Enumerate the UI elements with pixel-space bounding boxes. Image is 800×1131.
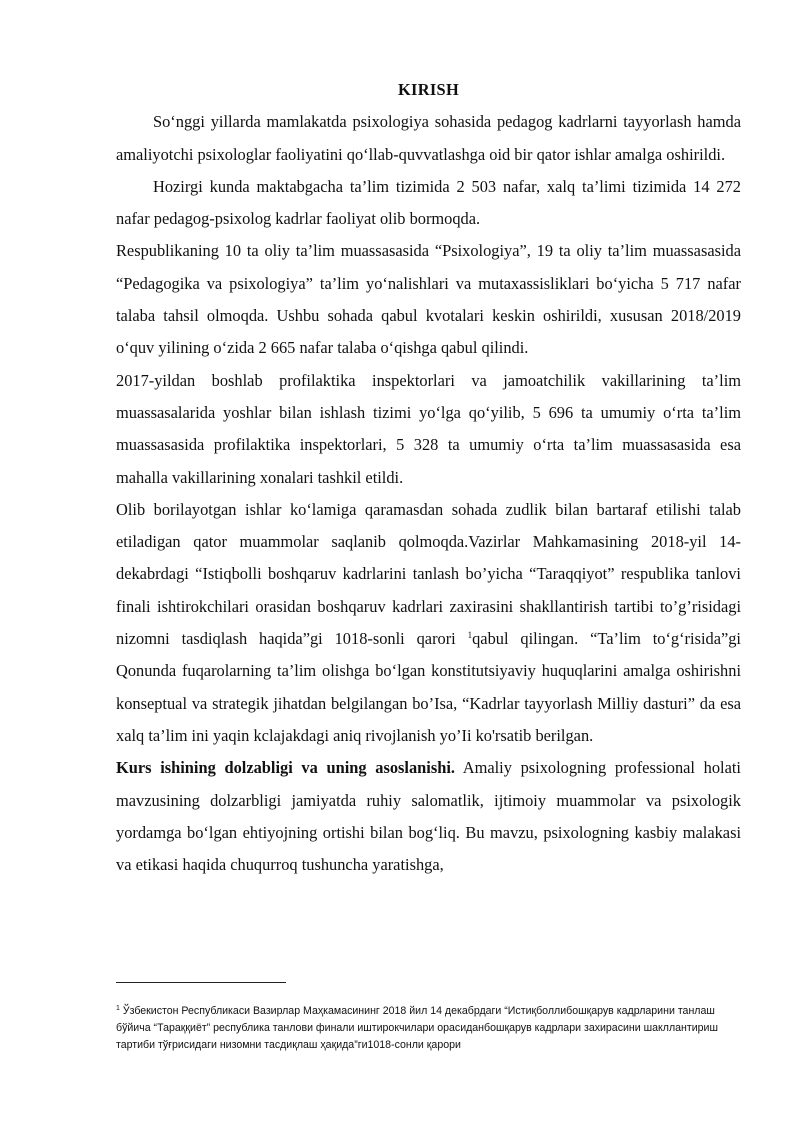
- footnote-divider: [116, 982, 286, 983]
- body-text: [116, 74, 741, 881]
- paragraph-2: Hozirgi kunda maktabgacha ta’lim tizimida 2 503 nafar, xalq ta’limi tizimida 14 272 nafar pedagog-psixolog kadrlar faoliyat olib bormoqda.: [116, 176, 741, 229]
- paragraph-5-part-1: Olib borilayotgan ishlar ko‘lamiga qaramasdan sohada zudlik bilan bartaraf etilishi talab etiladigan qator muammolar saqlanib qolmoqda.Vazirlar Mahkamasining 2018-yil 14-dekabrdagi “Istiqbolli boshqaruv kadrlarini tanlash bo’yicha “Taraqqiyot” respublika tanlovi finali ishtirokchilari orasidan boshqaruv kadrlari zaxirasini shakllantirish tartibi to’g’risidagi nizomni tasdiqlash haqida”gi 1018-sonli qarori: [116, 499, 741, 649]
- section-text: Amaliy psixologning professional holati mavzusining dolzarbligi jamiyatda ruhiy salomatlik, ijtimoiy muammolar va psixologik yordamga bo‘lgan ehtiyojning ortishi bilan bog‘liq. Bu mavzu, psixologning kasbiy malakasi va etikasi haqida chuqurroq tushuncha yaratishga,: [116, 758, 741, 875]
- paragraph-4: 2017-yildan boshlab profilaktika inspektorlari va jamoatchilik vakillarining ta’lim muassasalarida yoshlar bilan ishlash tizimi yo‘lga qo‘yilib, 5 696 ta umumiy o‘rta ta’lim muassasasida profilaktika inspektorlari, 5 328 ta umumiy o‘rta ta’lim muassasasida esa mahalla vakillarining xonalari tashkil etildi.: [116, 370, 741, 487]
- paragraph-1: So‘nggi yillarda mamlakatda psixologiya sohasida pedagog kadrlarni tayyorlash hamda amaliyotchi psixologlar faoliyatini qo‘llab-quvvatlashga oid bir qator ishlar amalga oshirildi.: [116, 112, 741, 164]
- paragraph-5-part-2: qabul qilingan. “Ta’lim to‘g‘risida”gi Qonunda fuqarolarning ta’lim olishga bo‘lgan konstitutsiyaviy huquqlarini amalga oshirishni konseptual va strategik jihatdan belgilangan bo’Isa, “Kadrlar tayyorlash Milliy dasturi” da esa xalq ta’lim ini yaqin kclajakdagi aniq rivojlanish yo’Ii ko'rsatib berilgan.: [116, 629, 741, 745]
- footnote-number: 1: [116, 1005, 120, 1012]
- footnote: [116, 1003, 741, 1054]
- paragraph-5: [116, 494, 741, 752]
- footnote-reference[interactable]: 1: [467, 630, 473, 641]
- footnote-text: Ўзбекистон Республикаси Вазирлар Маҳкамасининг 2018 йил 14 декабрдаги “Истиқболлибошқарув кадрларини танлаш бўйича “Тараққиёт” республика танлови финали иштирокчилари орасиданбошқарув кадрлари захирасини шакллантириш тартиби тўғрисидаги низомни тасдиқлаш ҳақида”ги1018-сонли қарори: [116, 1005, 718, 1051]
- page-title: KIRISH: [397, 80, 459, 99]
- paragraph-6: [116, 752, 741, 881]
- paragraph-3: Respublikaning 10 ta oliy ta’lim muassasasida “Psixologiya”, 19 ta oliy ta’lim muassasasida “Pedagogika va psixologiya” ta’lim yo‘nalishlari va mutaxassisliklari bo‘yicha 5 717 nafar talaba tahsil olmoqda. Ushbu sohada qabul kvotalari keskin oshirildi, xususan 2018/2019 o‘quv yilining o‘zida 2 665 nafar talaba o‘qishga qabul qilindi.: [116, 241, 741, 358]
- section-heading: Kurs ishining dolzabligi va uning asoslanishi.: [116, 758, 455, 778]
